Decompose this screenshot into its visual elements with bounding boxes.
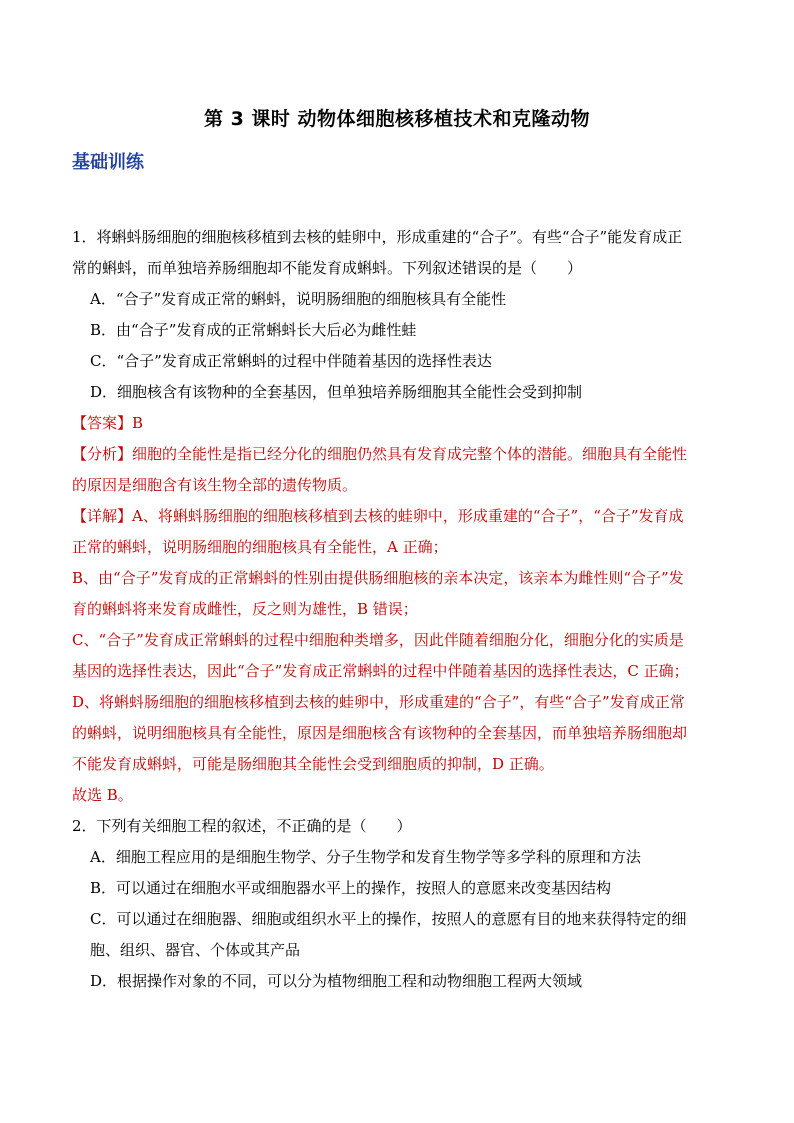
answer-value: B [132,414,144,432]
detail-tag: 【详解】 [72,507,133,525]
question-1-option-d: D．细胞核含有该物种的全套基因，但单独培养肠细胞其全能性会受到抑制 [90,383,583,401]
detail-a-text-1: A、将蝌蚪肠细胞的细胞核移植到去核的蛙卵中，形成重建的“合子”，“合子”发育成 [132,507,684,525]
detail-d-line-1: D、将蝌蚪肠细胞的细胞核移植到去核的蛙卵中，形成重建的“合子”，有些“合子”发育成正常 [72,693,685,711]
detail-c-line-1: C、“合子”发育成正常蝌蚪的过程中细胞种类增多，因此伴随着细胞分化，细胞分化的实质是 [72,631,684,649]
detail-d-line-2: 的蝌蚪，说明细胞核具有全能性，原因是细胞核含有该物种的全套基因，而单独培养肠细胞却 [72,724,688,742]
detail-b-line-1: B、由“合子”发育成的正常蝌蚪的性别由提供肠细胞核的亲本决定，该亲本为雌性则“合子”发 [72,569,684,587]
analysis-line-1 [72,439,724,470]
question-2-stem: 2．下列有关细胞工程的叙述，不正确的是（ ） [72,817,412,835]
detail-c-line-2: 基因的选择性表达，因此“合子”发育成正常蝌蚪的过程中伴随着基因的选择性表达，C 正确； [72,662,689,680]
question-2 [72,811,724,997]
conclusion-line: 故选 B。 [72,786,133,804]
detail-a-line-2: 正常的蝌蚪，说明肠细胞的细胞核具有全能性，A 正确； [72,538,448,556]
detail-b-line-2: 育的蝌蚪将来发育成雌性，反之则为雄性，B 错误； [72,600,418,618]
question-2-option-c-line-2: 胞、组织、器官、个体或其产品 [90,941,301,959]
page-title: 第 3 课时 动物体细胞核移植技术和克隆动物 [203,108,591,130]
detail-d-line-3: 不能发育成蝌蚪，可能是肠细胞其全能性会受到细胞质的抑制，D 正确。 [72,755,554,773]
question-1-option-c: C．“合子”发育成正常蝌蚪的过程中伴随着基因的选择性表达 [90,352,492,370]
question-1-stem-line-2: 常的蝌蚪，而单独培养肠细胞却不能发育成蝌蚪。下列叙述错误的是（ ） [72,259,583,277]
question-2-option-a: A．细胞工程应用的是细胞生物学、分子生物学和发育生物学等多学科的原理和方法 [90,848,641,866]
question-1-stem-line-1: 1．将蝌蚪肠细胞的细胞核移植到去核的蛙卵中，形成重建的“合子”。有些“合子”能发育成正 [72,228,683,246]
detail-a-line-1 [72,501,724,532]
answer-line [72,408,724,439]
analysis-line-2: 的原因是细胞含有该生物全部的遗传物质。 [72,476,358,494]
section-heading: 基础训练 [72,152,144,173]
question-2-option-b: B．可以通过在细胞水平或细胞器水平上的操作，按照人的意愿来改变基因结构 [90,879,612,897]
question-1-option-a: A．“合子”发育成正常的蝌蚪，说明肠细胞的细胞核具有全能性 [90,290,507,308]
question-content [72,222,724,997]
analysis-text-1: 细胞的全能性是指已经分化的细胞仍然具有发育成完整个体的潜能。细胞具有全能性 [132,445,688,463]
analysis-tag: 【分析】 [72,445,133,463]
question-2-option-c-line-1: C．可以通过在细胞器、细胞或组织水平上的操作，按照人的意愿有目的地来获得特定的细 [90,910,687,928]
question-1-option-b: B．由“合子”发育成的正常蝌蚪长大后必为雌性蛙 [90,321,417,339]
answer-tag: 【答案】 [72,414,133,432]
question-1 [72,222,724,811]
question-2-option-d: D．根据操作对象的不同，可以分为植物细胞工程和动物细胞工程两大领域 [90,972,583,990]
